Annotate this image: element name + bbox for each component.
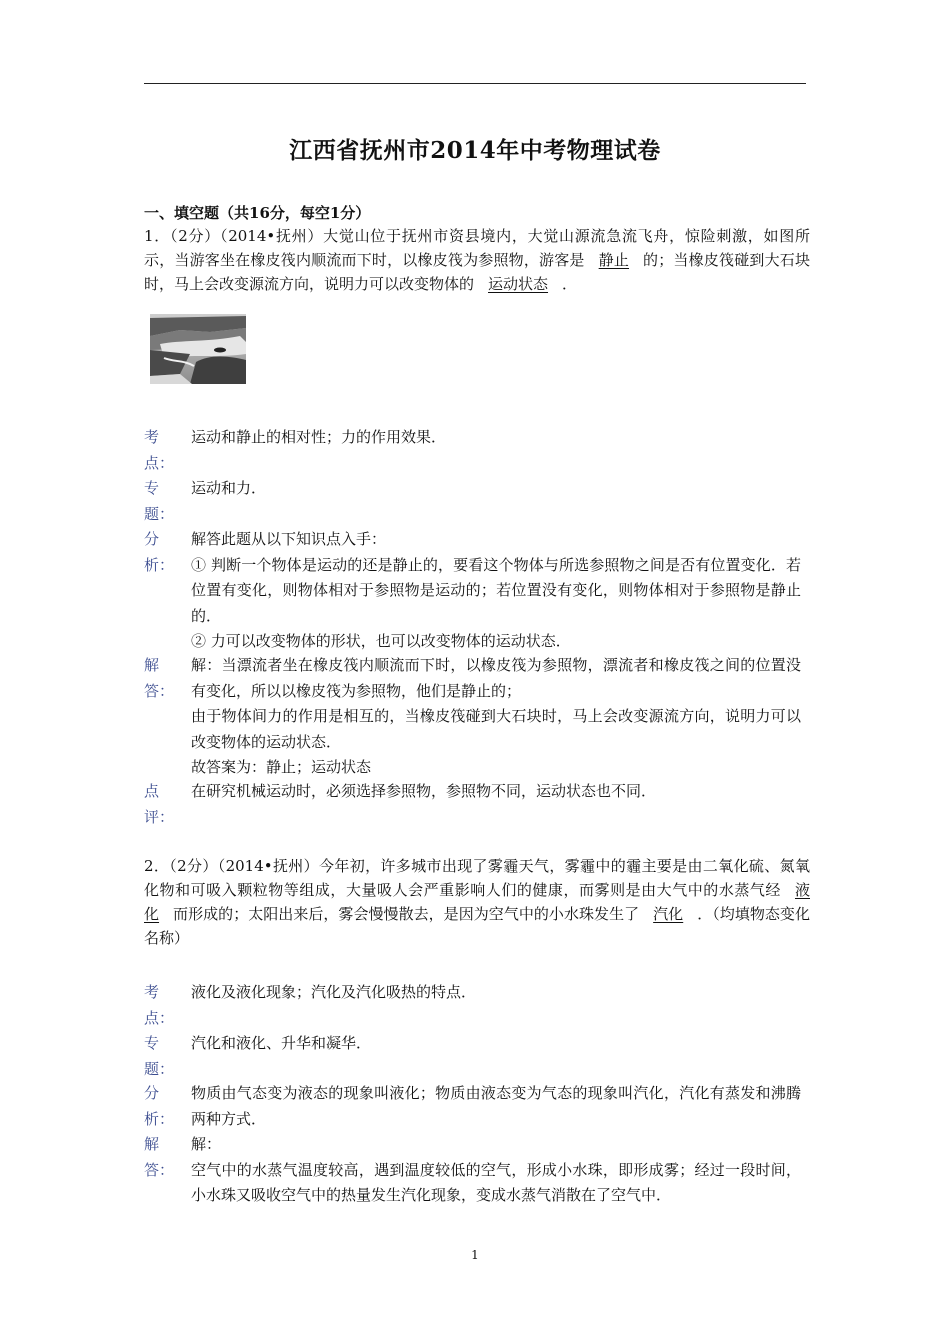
q2-prefix: 2．（2分）（2014•抚州）今年初，许多城市出现了雾霾天气，雾霾中的霾主要是由二氧化硫、氮氧化物和可吸入颗粒物等组成，大量吸人会严重影响人们的健康，而雾则是由大气中的水蒸气经 xyxy=(144,857,810,899)
section-header: 一、填空题（共16分，每空1分） xyxy=(144,204,371,222)
page-title: 江西省抚州市2014年中考物理试卷 xyxy=(289,137,661,164)
header-rule xyxy=(144,83,806,84)
rafting-photo xyxy=(150,314,246,384)
q1-prefix: 1．（2分）（2014•抚州）大觉山位于抚州市资县境内，大觉山源流急流飞舟，惊险刺激，如图所示，当游客坐在橡皮筏内顺流而下时，以橡皮筏为参照物，游客是 xyxy=(144,227,810,269)
question-2 xyxy=(144,854,810,950)
question-1 xyxy=(144,224,810,296)
q2-middle: 而形成的；太阳出来后，雾会慢慢散去，是因为空气中的小水珠发生了 xyxy=(173,905,640,923)
q1-dianping-label: 点 评： xyxy=(144,782,175,826)
q1-fenxi-text: 解答此题从以下知识点入手： ① 判断一个物体是运动的还是静止的，要看这个物体与所选参照物之间是否有位置变化．若位置有变化，则物体相对于参照物是运动的；若位置没有变化，则物体相对于参照物是静止的． ② 力可以改变物体的形状，也可以改变物体的运动状态． xyxy=(191,530,801,650)
q2-fenxi-text: 物质由气态变为液态的现象叫液化；物质由液态变为气态的现象叫汽化，汽化有蒸发和沸腾两种方式． xyxy=(191,1084,801,1128)
q2-jieda-label: 解 答： xyxy=(144,1135,175,1179)
q2-jieda-text: 解： 空气中的水蒸气温度较高，遇到温度较低的空气，形成小水珠，即形成雾；经过一段时间，小水珠又吸收空气中的热量发生汽化现象，变成水蒸气消散在了空气中． xyxy=(191,1135,801,1204)
q1-blank-1 xyxy=(585,251,643,269)
q2-answer-2: 汽化 xyxy=(653,905,684,923)
q2-kaodian-text: 液化及液化现象；汽化及汽化吸热的特点． xyxy=(191,983,477,1001)
q2-kaodian-label: 考 点： xyxy=(144,983,175,1027)
q2-suffix: ．（均填物态变化名称） xyxy=(144,905,810,947)
q1-answer-1: 静止 xyxy=(598,251,630,269)
q1-zhuanti-text: 运动和力． xyxy=(191,479,267,497)
q1-blank-2 xyxy=(474,275,562,293)
q2-answer-1: 液化 xyxy=(144,881,810,923)
q1-jieda-text: 解：当漂流者坐在橡皮筏内顺流而下时，以橡皮筏为参照物，漂流者和橡皮筏之间的位置没有变化，所以以橡皮筏为参照物，他们是静止的； 由于物体间力的作用是相互的，当橡皮筏碰到大石块时，马上会改变源流方向，说明力可以改变物体的运动状态． 故答案为：静止；运动状态 xyxy=(191,656,801,776)
q1-suffix: ． xyxy=(562,275,578,293)
q1-answer-2: 运动状态 xyxy=(488,275,549,293)
page-number: 1 xyxy=(471,1248,479,1262)
q2-fenxi-label: 分 析： xyxy=(144,1084,175,1128)
q1-dianping-text: 在研究机械运动时，必须选择参照物，参照物不同，运动状态也不同． xyxy=(191,782,657,800)
q1-jieda-label: 解 答： xyxy=(144,656,175,700)
q1-kaodian-label: 考 点： xyxy=(144,428,175,472)
q2-blank-2 xyxy=(639,905,697,923)
rafting-photo-drawing xyxy=(150,314,246,384)
q1-zhuanti-label: 专 题： xyxy=(144,479,175,523)
q1-kaodian-text: 运动和静止的相对性；力的作用效果． xyxy=(191,428,447,446)
q2-zhuanti-label: 专 题： xyxy=(144,1034,175,1078)
q1-fenxi-label: 分 析： xyxy=(144,530,175,574)
q1-middle: 的；当橡皮筏碰到大石块时，马上会改变源流方向，说明力可以改变物体的 xyxy=(144,251,810,293)
q2-zhuanti-text: 汽化和液化、升华和凝华． xyxy=(191,1034,372,1052)
